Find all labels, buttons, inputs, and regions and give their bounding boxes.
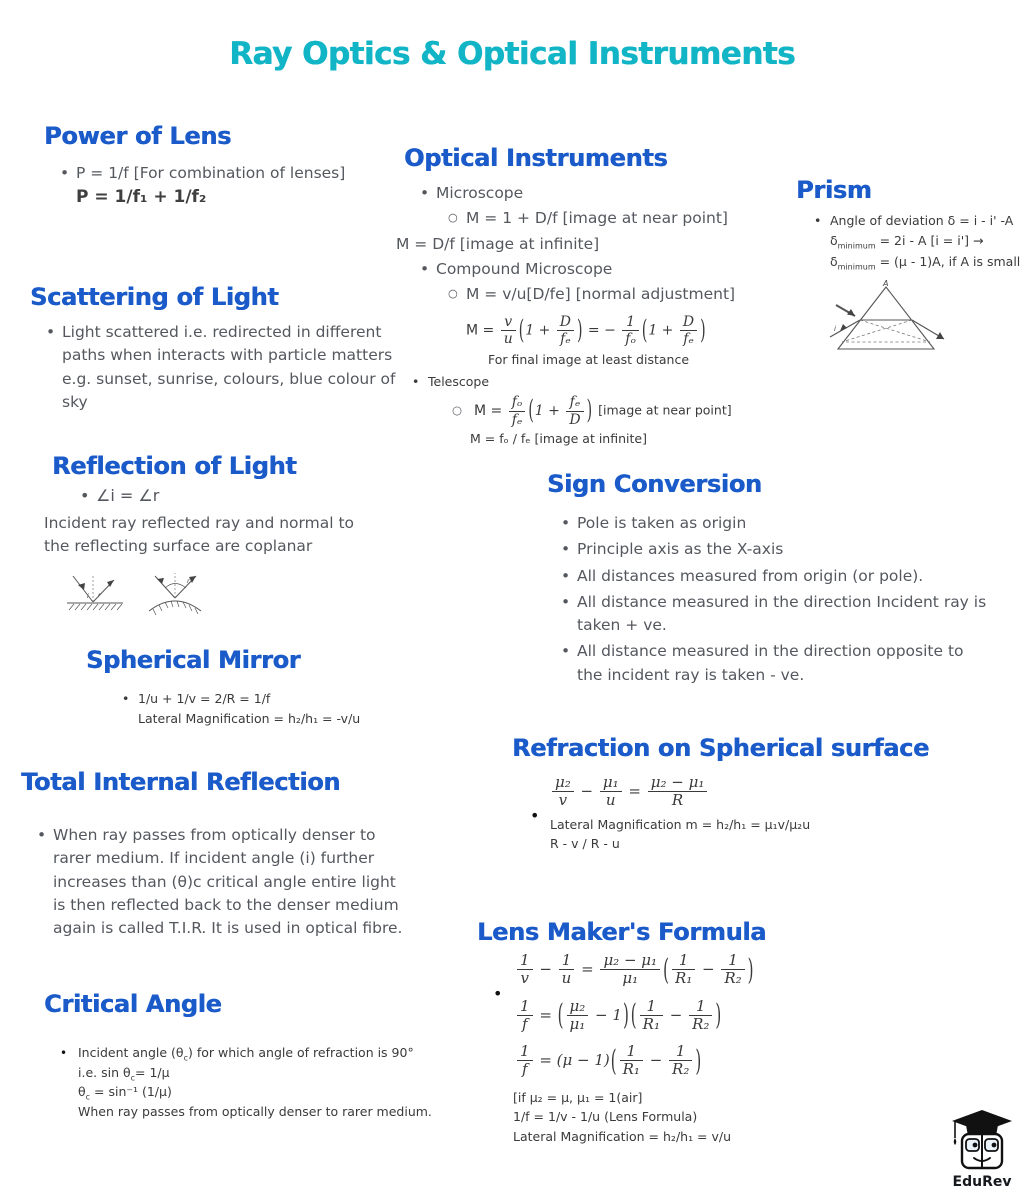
critical-angle-line [78, 1044, 432, 1064]
edurev-logo-icon [948, 1108, 1016, 1172]
section-reflection [44, 452, 374, 615]
lens-maker-note: [if μ₂ = μ, μ₁ = 1(air] [513, 1089, 643, 1105]
lens-maker-formula-3: $\frac{1}{f}$ = (μ − 1)( $\frac{1}{\text{R₁}}$ − $\frac{1}{\text{R₂}}$ ) [515, 1043, 766, 1079]
critical-angle-heading: Critical Angle [44, 990, 222, 1018]
list-item: • Telescope [410, 373, 734, 391]
flat-reflection-diagram [64, 569, 126, 615]
sign-conversion-heading: Sign Conversion [547, 470, 762, 498]
prism-line [830, 253, 1020, 273]
bullet-marker: • [60, 1046, 68, 1060]
compound-microscope-formula: M = $\frac{v}{u}$ (1 + $\frac{D}{\text{fₑ}}$ ) = − $\frac{1}{\text{fₒ}}$ (1 + $\frac{D}{\text{fₑ}}$ ) [466, 314, 706, 348]
angle-i-label: i [87, 591, 89, 600]
line-text: θ [78, 1084, 86, 1100]
refraction-spherical-heading: Refraction on Spherical surface [512, 734, 929, 762]
line-text: = sin⁻¹ (1/μ) [90, 1084, 172, 1100]
optical-instruments-heading: Optical Instruments [404, 144, 668, 172]
section-prism [796, 176, 1020, 357]
theta-subscript: c [130, 1073, 136, 1083]
reflection-text: Incident ray reflected ray and normal to the reflecting surface are coplanar [44, 514, 355, 556]
list-item: • All distance measured in the direction opposite to the incident ray is taken - ve. [559, 640, 991, 687]
list-item: • Microscope [418, 182, 734, 205]
delta-symbol: δ [830, 232, 838, 248]
reflection-law: • ∠i = ∠r [78, 484, 374, 508]
angle-r-label: r [187, 576, 190, 585]
list-item: ○ M = 1 + D/f [image at near point] [446, 207, 734, 230]
section-sign-conversion [547, 470, 991, 687]
line-text: i.e. sin θ [78, 1064, 131, 1080]
prism-i-label: i [834, 324, 836, 333]
theta-subscript: c [85, 1092, 91, 1102]
critical-angle-line [78, 1083, 432, 1103]
tir-text: • When ray passes from optically denser to rarer medium. If incident angle (i) further increases than (θ)c critical angle entire light is then reflected back to the denser medium again is called T.I.R. It is used in optical fibre. [35, 824, 405, 940]
sign-conversion-list [559, 512, 991, 687]
reflection-heading: Reflection of Light [52, 452, 297, 480]
spherical-mirror-magnification: Lateral Magnification = h₂/h₁ = -v/u [138, 710, 361, 726]
tir-heading: Total Internal Reflection [21, 768, 341, 796]
formula-caption: For final image at least distance [488, 352, 690, 368]
list-item: • Compound Microscope [418, 258, 734, 281]
lens-maker-heading: Lens Maker's Formula [477, 918, 767, 946]
line-text: Incident angle (θ [78, 1045, 184, 1060]
line-text: ) for which angle of refraction is 90° [187, 1045, 414, 1060]
lens-maker-note: 1/f = 1/v - 1/u (Lens Formula) [513, 1109, 698, 1124]
list-item: M = D/f [image at infinite] [396, 234, 600, 253]
critical-angle-line [78, 1064, 432, 1084]
angle-r-label: r [98, 590, 101, 599]
section-refraction-spherical [512, 734, 929, 853]
list-item: • All distances measured from origin (or pole). [559, 565, 991, 588]
list-item: ○ M = v/u[D/fe] [normal adjustment] [446, 283, 734, 306]
critical-angle-line: When ray passes from optically denser to rarer medium. [78, 1104, 432, 1120]
spherical-mirror-heading: Spherical Mirror [86, 646, 301, 674]
power-of-lens-formula: P = 1/f₁ + 1/f₂ [76, 187, 207, 208]
critical-angle-body [60, 1044, 432, 1121]
telescope-formula: M = $\frac{\text{fₒ}}{\text{fₑ}}$ (1 + $\frac{\text{fₑ}}{D}$ ) [474, 394, 593, 428]
list-item: • Principle axis as the X-axis [559, 538, 991, 561]
section-optical-instruments [396, 144, 736, 447]
scattering-text: • Light scattered i.e. redirected in different paths when interacts with particle matters e.g. sunset, sunrise, colours, blue colour of sky [44, 321, 414, 414]
section-tir [21, 768, 405, 940]
prism-heading: Prism [796, 176, 872, 204]
line-text: = 1/μ [135, 1064, 170, 1080]
section-scattering [30, 283, 414, 414]
refraction-magnification: Lateral Magnification m = h₂/h₁ = μ₁v/μ₂u [550, 816, 811, 832]
delta-symbol: δ [830, 254, 838, 270]
list-item: • Pole is taken as origin [559, 512, 991, 535]
prism-line-text: = 2i - A [i = i'] → [875, 232, 984, 248]
prism-diagram [822, 279, 954, 357]
prism-line [830, 232, 1020, 252]
refraction-note: R - v / R - u [550, 836, 620, 851]
power-of-lens-item: • P = 1/f [For combination of lenses] [58, 162, 345, 185]
section-power-of-lens [44, 122, 345, 207]
telescope-formula-row [450, 394, 734, 427]
prism-line-text: = (μ - 1)A, if A is small [875, 254, 1021, 270]
scattering-heading: Scattering of Light [30, 283, 279, 311]
edurev-logo-label: EduRev [952, 1174, 1012, 1190]
prism-apex-label: A [883, 278, 889, 288]
edurev-logo [944, 1108, 1020, 1190]
bullet-marker: • [530, 806, 540, 825]
power-of-lens-heading: Power of Lens [44, 122, 232, 150]
refraction-formula: $\frac{\text{μ₂}}{v}$ − $\frac{\text{μ₁}}{u}$ = $\frac{\text{μ₂ − μ₁}}{R}$ [550, 774, 929, 810]
list-item: • All distance measured in the direction Incident ray is taken + ve. [559, 591, 991, 638]
curved-reflection-diagram [144, 569, 206, 615]
reflection-diagrams [64, 569, 374, 615]
theta-subscript: c [183, 1053, 188, 1063]
bullet-marker: • [493, 984, 503, 1003]
delta-subscript: minimum [837, 262, 876, 272]
list-item: M = fₒ / fₑ [image at infinite] [470, 430, 647, 446]
lens-maker-note: Lateral Magnification = h₂/h₁ = v/u [513, 1128, 732, 1144]
spherical-mirror-formula: • 1/u + 1/v = 2/R = 1/f [120, 690, 360, 708]
lens-maker-formula-1: $\frac{1}{v}$ − $\frac{1}{u}$ = $\frac{\text{μ₂ − μ₁}}{\text{μ₁}}$ ( $\frac{1}{\text{R₁}}$ − $\frac{1}{\text{R₂}}$ ) [515, 952, 766, 988]
telescope-formula-note: [image at near point] [598, 403, 732, 419]
section-spherical-mirror [86, 646, 360, 727]
lens-maker-formula-2: $\frac{1}{f}$ = ( $\frac{\text{μ₂}}{\text{μ₁}}$ − 1) ( $\frac{1}{\text{R₁}}$ − $\frac{1}{\text{R₂}}$ ) [515, 998, 766, 1034]
delta-subscript: minimum [837, 241, 876, 250]
angle-i-label: i [161, 576, 163, 585]
page-title: Ray Optics & Optical Instruments [229, 36, 795, 72]
section-lens-maker [477, 918, 766, 1145]
prism-line: • Angle of deviation δ = i - i' -A [812, 212, 1020, 230]
section-critical-angle [44, 990, 432, 1121]
